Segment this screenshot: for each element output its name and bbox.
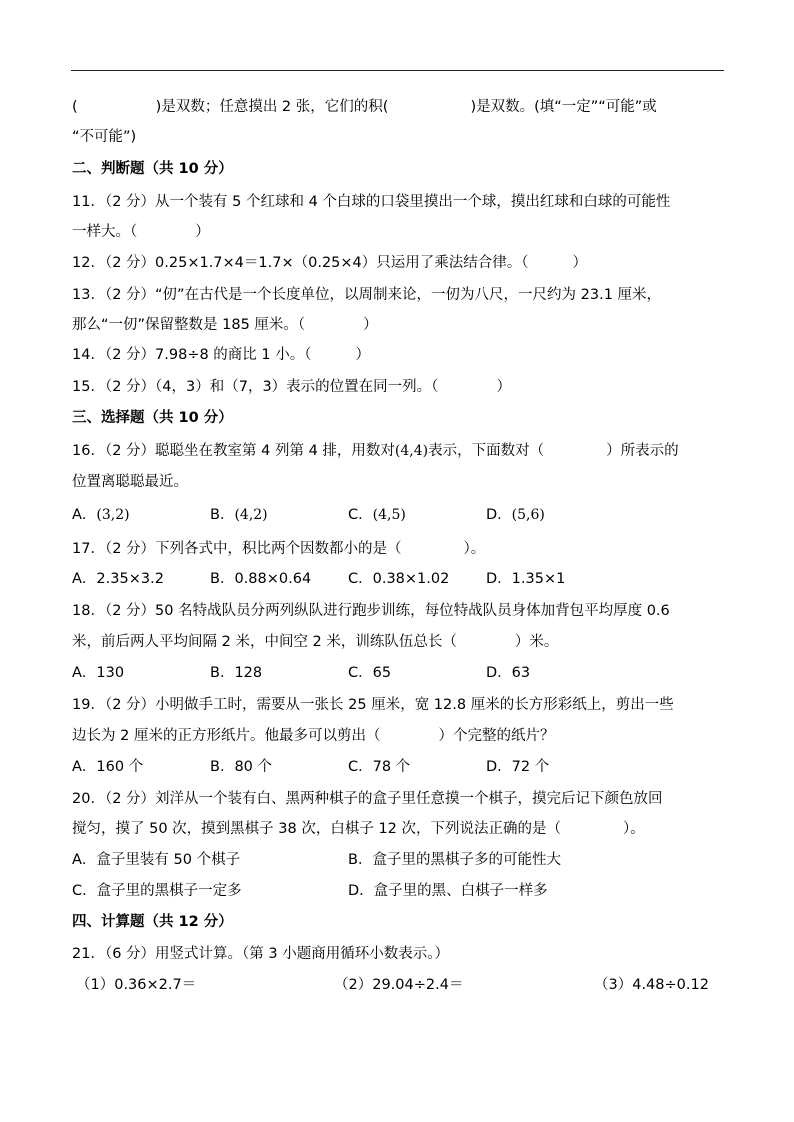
question-17: 17．（2 分）下列各式中，积比两个因数都小的是（ ）。	[72, 541, 486, 557]
option-d[interactable]: D．72 个	[486, 759, 550, 775]
option-b[interactable]: B．0.88×0.64	[210, 571, 312, 587]
section-title-choice: 三、选择题（共 10 分）	[72, 410, 233, 426]
prev-question-line-2: “不可能”)	[72, 129, 137, 145]
option-c[interactable]: C．0.38×1.02	[348, 571, 450, 587]
calc-item-3: （3）4.48÷0.12	[594, 977, 709, 993]
coordinate-pair: (4,4)	[394, 443, 429, 459]
header-rule	[71, 70, 724, 71]
question-20-line-1: 20．（2 分）刘洋从一个装有白、黑两种棋子的盒子里任意摸一个棋子，摸完后记下颜色放回	[72, 791, 663, 807]
section-title-judgement: 二、判断题（共 10 分）	[72, 161, 233, 177]
question-20-line-2: 搅匀，摸了 50 次，摸到黑棋子 38 次，白棋子 12 次，下列说法正确的是（ ）。	[72, 821, 645, 837]
question-13-line-2: 那么“一仞”保留整数是 185 厘米。（ ）	[72, 317, 378, 333]
option-b[interactable]: B．盒子里的黑棋子多的可能性大	[348, 852, 561, 868]
question-11-line-2: 一样大。（ ）	[72, 224, 210, 240]
option-a[interactable]: A．(3,2)	[72, 507, 130, 523]
question-19-line-1: 19．（2 分）小明做手工时，需要从一张长 25 厘米，宽 12.8 厘米的长方形彩纸上，剪出一些	[72, 697, 674, 713]
question-13-line-1: 13．（2 分）“仞”在古代是一个长度单位，以周制来论，一仞为八尺，一尺约为 23.1 厘米，	[72, 287, 662, 303]
option-a[interactable]: A．盒子里装有 50 个棋子	[72, 852, 241, 868]
option-d[interactable]: D．1.35×1	[486, 571, 566, 587]
question-16-line-1: 16．（2 分）聪聪坐在教室第 4 列第 4 排，用数对(4,4)表示，下面数对（ ）所表示的	[72, 443, 679, 459]
question-16-line-2: 位置离聪聪最近。	[72, 474, 188, 490]
option-d[interactable]: D．(5,6)	[486, 507, 545, 523]
section-title-calculation: 四、计算题（共 12 分）	[72, 914, 233, 930]
question-14: 14．（2 分）7.98÷8 的商比 1 小。（ ）	[72, 347, 370, 363]
option-b[interactable]: B．(4,2)	[210, 507, 268, 523]
question-18-line-2: 米，前后两人平均间隔 2 米，中间空 2 米，训练队伍总长（ ）米。	[72, 634, 559, 650]
option-b[interactable]: B．80 个	[210, 759, 273, 775]
option-d[interactable]: D．63	[486, 665, 531, 681]
option-c[interactable]: C．盒子里的黑棋子一定多	[72, 883, 242, 899]
option-a[interactable]: A．2.35×3.2	[72, 571, 164, 587]
question-15: 15．（2 分）（4，3）和（7，3）表示的位置在同一列。（ ）	[72, 379, 511, 395]
option-d[interactable]: D．盒子里的黑、白棋子一样多	[348, 883, 548, 899]
option-c[interactable]: C．78 个	[348, 759, 411, 775]
option-c[interactable]: C．65	[348, 665, 392, 681]
question-12: 12．（2 分）0.25×1.7×4＝1.7×（0.25×4）只运用了乘法结合律。（ ）	[72, 255, 588, 271]
question-19-line-2: 边长为 2 厘米的正方形纸片。他最多可以剪出（ ）个完整的纸片？	[72, 728, 555, 744]
question-18-line-1: 18．（2 分）50 名特战队员分两列纵队进行跑步训练，每位特战队员身体加背包平均厚度 0.6	[72, 603, 670, 619]
calc-item-2: （2）29.04÷2.4＝	[334, 977, 464, 993]
prev-question-line-1: ( )是双数；任意摸出 2 张，它们的积( )是双数。(填“一定”“可能”或	[72, 99, 657, 115]
option-c[interactable]: C．(4,5)	[348, 507, 406, 523]
option-b[interactable]: B．128	[210, 665, 263, 681]
question-21: 21．（6 分）用竖式计算。（第 3 小题商用循环小数表示。）	[72, 946, 449, 962]
question-11-line-1: 11．（2 分）从一个装有 5 个红球和 4 个白球的口袋里摸出一个球，摸出红球和白球的可能性	[72, 194, 671, 210]
option-a[interactable]: A．130	[72, 665, 125, 681]
calc-item-1: （1）0.36×2.7＝	[76, 977, 197, 993]
option-a[interactable]: A．160 个	[72, 759, 144, 775]
